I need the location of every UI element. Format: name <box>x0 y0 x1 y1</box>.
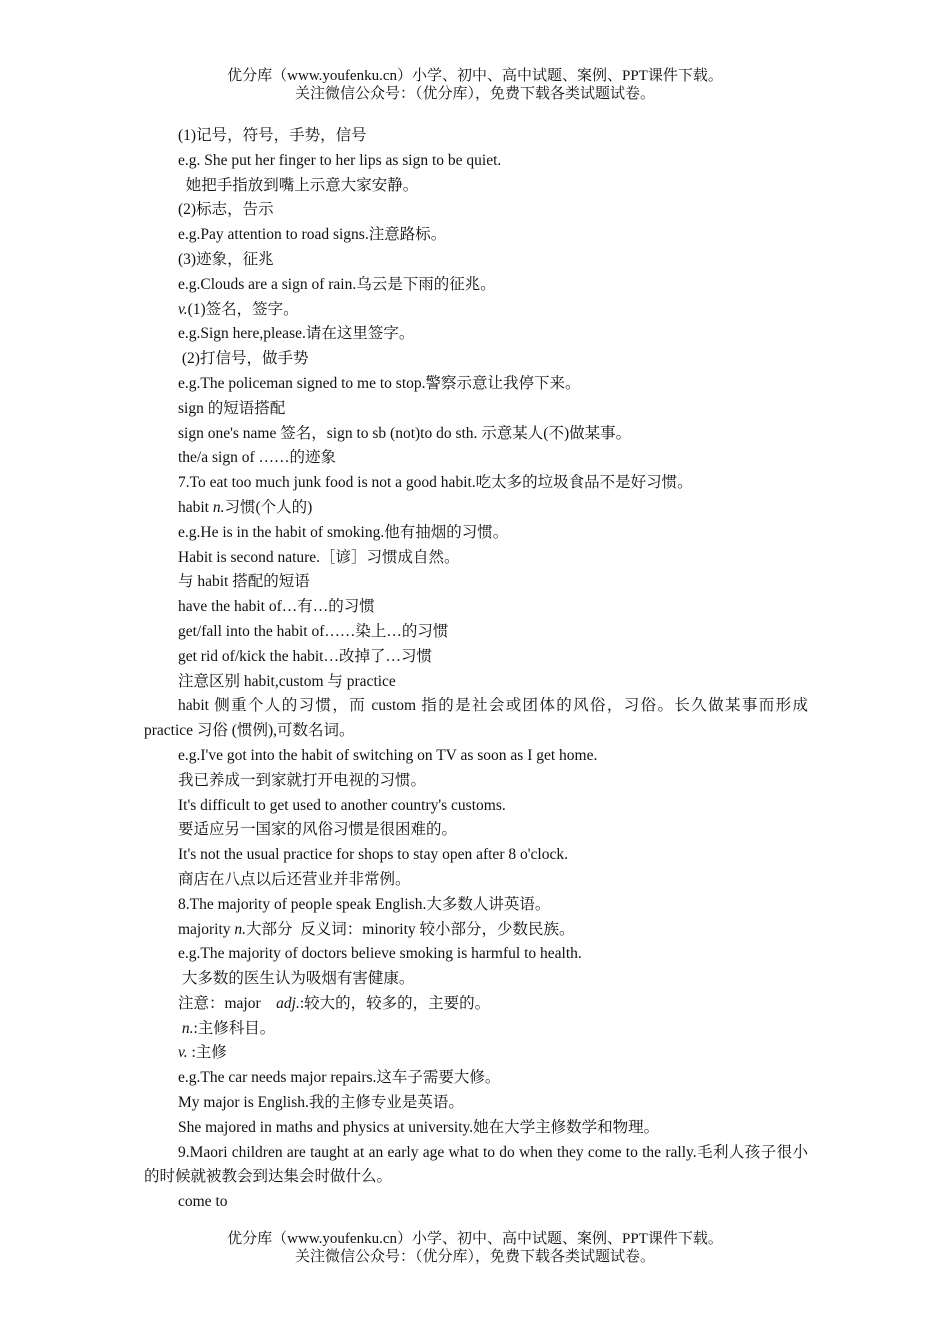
part-of-speech-label: v. <box>178 1044 188 1062</box>
line-text: come to <box>178 1193 228 1211</box>
line-text: majority <box>178 920 235 938</box>
line-text: 8.The majority of people speak English.大多数人讲英语。 <box>178 895 551 913</box>
text-line <box>144 149 808 174</box>
line-text: 注意区别 habit,custom 与 practice <box>178 672 396 690</box>
line-text: habit <box>178 498 213 516</box>
line-text: :主修 <box>187 1044 227 1062</box>
part-of-speech-label: adj. <box>276 994 300 1012</box>
text-line <box>144 298 808 323</box>
text-line <box>144 471 808 496</box>
text-line <box>144 967 808 992</box>
text-line <box>144 595 808 620</box>
text-line <box>144 521 808 546</box>
line-text: Habit is second nature.［谚］习惯成自然。 <box>178 548 460 566</box>
line-text: 她把手指放到嘴上示意大家安静。 <box>178 176 419 194</box>
text-line <box>144 1041 808 1066</box>
text-line <box>144 620 808 645</box>
text-line <box>144 794 808 819</box>
text-line <box>144 372 808 397</box>
text-line <box>144 1190 808 1215</box>
part-of-speech-label: v. <box>178 300 188 318</box>
line-text: 商店在八点以后还营业并非常例。 <box>178 870 411 888</box>
text-line <box>144 769 808 794</box>
text-line <box>144 645 808 670</box>
line-text: e.g.He is in the habit of smoking.他有抽烟的习惯。 <box>178 523 509 541</box>
line-text: e.g.Clouds are a sign of rain.乌云是下雨的征兆。 <box>178 275 496 293</box>
text-line <box>144 322 808 347</box>
line-text: (3)迹象，征兆 <box>178 250 274 268</box>
text-line <box>144 893 808 918</box>
line-text: e.g.The car needs major repairs.这车子需要大修。 <box>178 1069 501 1087</box>
text-line <box>144 843 808 868</box>
line-text: e.g.I've got into the habit of switching on TV as soon as I get home. <box>178 746 598 764</box>
text-line <box>144 223 808 248</box>
text-line <box>144 694 808 744</box>
header-line-1: 优分库（www.youfenku.cn）小学、初中、高中试题、案例、PPT课件下载。 <box>227 68 723 84</box>
part-of-speech-label: n. <box>212 498 225 516</box>
line-text: :较大的，较多的，主要的。 <box>299 994 491 1012</box>
text-line <box>144 744 808 769</box>
text-line <box>144 570 808 595</box>
line-text: e.g.The policeman signed to me to stop.警察示意让我停下来。 <box>178 374 581 392</box>
text-line <box>144 273 808 298</box>
text-line <box>144 1116 808 1141</box>
page-footer <box>0 1230 950 1266</box>
line-text: 要适应另一国家的风俗习惯是很困难的。 <box>178 821 458 839</box>
text-line <box>144 918 808 943</box>
line-text: e.g.Sign here,please.请在这里签字。 <box>178 325 415 343</box>
line-text: (2)打信号，做手势 <box>178 350 309 368</box>
line-text: :主修科目。 <box>193 1019 276 1037</box>
line-text: e.g. She put her finger to her lips as sign to be quiet. <box>178 151 502 169</box>
footer-line-2: 关注微信公众号：（优分库），免费下载各类试题试卷。 <box>294 1249 655 1265</box>
text-line <box>144 422 808 447</box>
line-text: habit 侧重个人的习惯，而 custom 指的是社会或团体的风俗，习俗。长久做某事而形成 practice 习俗 (惯例),可数名词。 <box>144 697 808 740</box>
line-text: It's difficult to get used to another country's customs. <box>178 796 506 814</box>
part-of-speech-label: n. <box>181 1019 194 1037</box>
text-line <box>144 670 808 695</box>
text-line <box>144 248 808 273</box>
line-text: (1)签名，签字。 <box>187 300 299 318</box>
line-text: 与 habit 搭配的短语 <box>178 573 310 591</box>
line-text: get rid of/kick the habit…改掉了…习惯 <box>178 647 432 665</box>
text-line <box>144 1141 808 1191</box>
line-text: She majored in maths and physics at university.她在大学主修数学和物理。 <box>178 1118 660 1136</box>
line-text: My major is English.我的主修专业是英语。 <box>178 1094 464 1112</box>
header-line-2: 关注微信公众号：（优分库），免费下载各类试题试卷。 <box>294 86 655 102</box>
line-text: get/fall into the habit of……染上…的习惯 <box>178 622 449 640</box>
text-line <box>144 174 808 199</box>
line-text: sign one's name 签名，sign to sb (not)to do sth. 示意某人(不)做某事。 <box>178 424 632 442</box>
text-line <box>144 546 808 571</box>
text-line <box>144 1017 808 1042</box>
text-line <box>144 942 808 967</box>
text-line <box>144 1066 808 1091</box>
line-text: have the habit of…有…的习惯 <box>178 598 375 616</box>
line-text: sign 的短语搭配 <box>178 399 286 417</box>
line-text: 我已养成一到家就打开电视的习惯。 <box>178 771 427 789</box>
text-line <box>144 446 808 471</box>
part-of-speech-label: n. <box>234 920 247 938</box>
text-line <box>144 198 808 223</box>
line-text: the/a sign of ……的迹象 <box>178 449 336 467</box>
line-text: 大部分 反义词：minority 较小部分，少数民族。 <box>246 920 575 938</box>
text-line <box>144 496 808 521</box>
line-text: 9.Maori children are taught at an early age what to do when they come to the rally.毛利人孩子很小的时候就被教会到达集会时做什么。 <box>144 1143 808 1186</box>
text-line <box>144 818 808 843</box>
line-text: (1)记号，符号，手势，信号 <box>178 127 367 144</box>
line-text: e.g.The majority of doctors believe smoking is harmful to health. <box>178 945 582 963</box>
text-line <box>144 397 808 422</box>
text-line <box>144 1091 808 1116</box>
page-header <box>0 67 950 103</box>
text-line <box>144 347 808 372</box>
line-text: 大多数的医生认为吸烟有害健康。 <box>178 970 415 988</box>
line-text: 注意：major <box>178 994 277 1012</box>
line-text: 习惯(个人的) <box>224 498 313 516</box>
text-line <box>144 124 808 149</box>
text-line <box>144 992 808 1017</box>
text-line <box>144 868 808 893</box>
line-text: It's not the usual practice for shops to stay open after 8 o'clock. <box>178 846 568 864</box>
footer-line-1: 优分库（www.youfenku.cn）小学、初中、高中试题、案例、PPT课件下载。 <box>227 1231 723 1247</box>
line-text: 7.To eat too much junk food is not a good habit.吃太多的垃圾食品不是好习惯。 <box>178 474 693 492</box>
line-text: e.g.Pay attention to road signs.注意路标。 <box>178 226 447 244</box>
document-body <box>144 124 808 1215</box>
line-text: (2)标志，告示 <box>178 201 274 219</box>
